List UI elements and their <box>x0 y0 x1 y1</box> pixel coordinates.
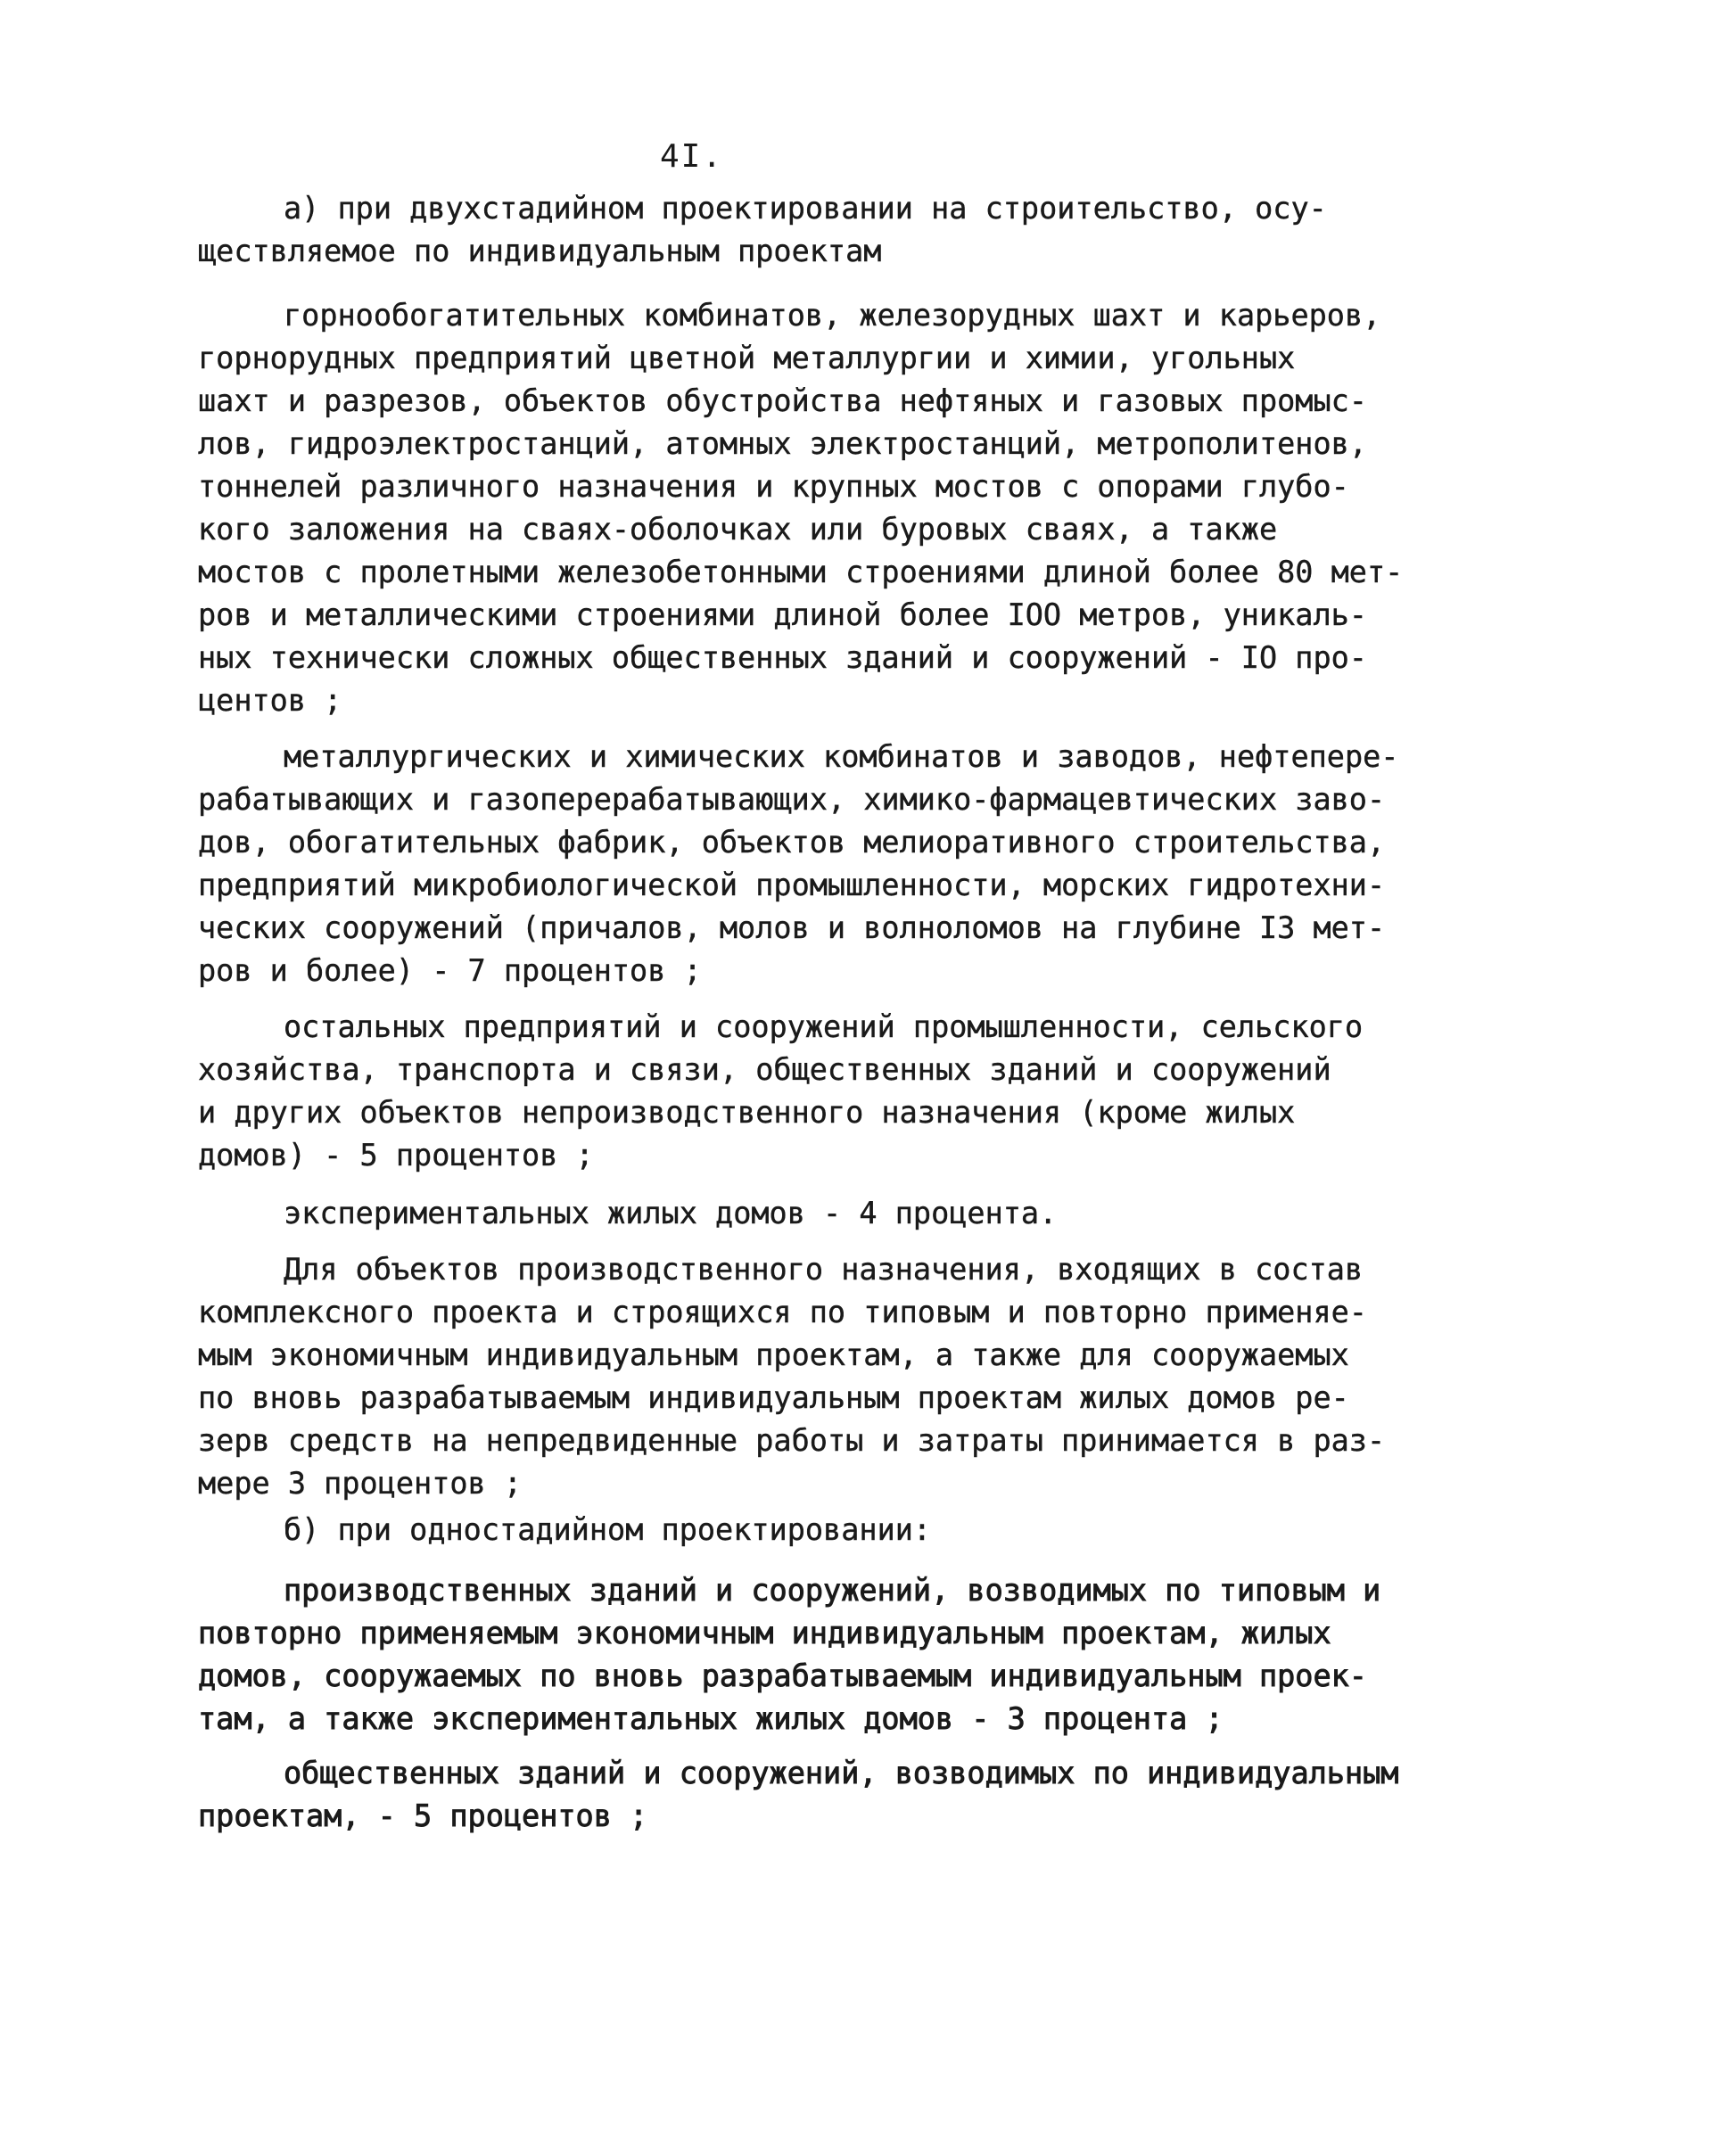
text-line: проектам, - 5 процентов ; <box>198 1798 648 1833</box>
paragraph-item-a <box>198 187 1393 273</box>
text-line: ческих сооружений (причалов, молов и волноломов на глубине I3 мет- <box>198 910 1386 945</box>
text-line: тоннелей различного назначения и крупных мостов с опорами глубо- <box>198 469 1349 504</box>
text-line: б) при одностадийном проектировании: <box>284 1512 932 1547</box>
text-line: мым экономичным индивидуальным проектам, а также для сооружаемых <box>198 1337 1349 1372</box>
paragraph-group-5-percent <box>198 1006 1393 1177</box>
paragraph-reserve-note <box>198 1248 1393 1505</box>
text-line: остальных предприятий и сооружений промышленности, сельского <box>284 1009 1364 1044</box>
page-number: 4I. <box>660 138 724 175</box>
text-line: а) при двухстадийном проектировании на строительство, осу- <box>284 191 1327 226</box>
text-line: рабатывающих и газоперерабатывающих, химико-фармацевтических заво- <box>198 782 1386 817</box>
text-line: там, а также экспериментальных жилых домов - 3 процента ; <box>198 1701 1224 1736</box>
paragraph-group-4-percent <box>198 1192 1393 1235</box>
text-line: повторно применяемым экономичным индивидуальным проектам, жилых <box>198 1616 1331 1650</box>
paragraph-group-10-percent <box>198 294 1404 722</box>
text-line: зерв средств на непредвиденные работы и затраты принимается в раз- <box>198 1423 1386 1458</box>
text-line: комплексного проекта и строящихся по типовым и повторно применяе- <box>198 1295 1367 1329</box>
text-line: общественных зданий и сооружений, возводимых по индивидуальным <box>284 1756 1399 1790</box>
text-line: шахт и разрезов, объектов обустройства нефтяных и газовых промыс- <box>198 383 1367 418</box>
text-line: ров и металлическими строениями длиной более IOO метров, уникаль- <box>198 597 1367 632</box>
text-line: лов, гидроэлектростанций, атомных электростанций, метрополитенов, <box>198 426 1367 461</box>
text-line: и других объектов непроизводственного назначения (кроме жилых <box>198 1095 1296 1130</box>
text-line: ров и более) - 7 процентов ; <box>198 953 702 988</box>
text-line: домов, сооружаемых по вновь разрабатываемым индивидуальным проек- <box>198 1658 1367 1693</box>
text-line: экспериментальных жилых домов - 4 процента. <box>284 1196 1058 1230</box>
text-line: кого заложения на сваях-оболочках или буровых сваях, а также <box>198 512 1278 547</box>
text-line: домов) - 5 процентов ; <box>198 1138 594 1173</box>
paragraph-group-3-percent <box>198 1569 1393 1740</box>
paragraph-group-7-percent <box>198 736 1399 992</box>
text-line: ных технически сложных общественных зданий и сооружений - IO про- <box>198 640 1367 675</box>
paragraph-item-b <box>198 1509 1393 1551</box>
text-line: мостов с пролетными железобетонными строениями длиной более 80 мет- <box>198 555 1404 589</box>
text-line: ществляемое по индивидуальным проектам <box>198 234 882 268</box>
text-line: хозяйства, транспорта и связи, общественных зданий и сооружений <box>198 1052 1331 1087</box>
text-line: дов, обогатительных фабрик, объектов мелиоративного строительства, <box>198 825 1386 860</box>
text-line: металлургических и химических комбинатов и заводов, нефтепере- <box>284 739 1399 774</box>
text-line: по вновь разрабатываемым индивидуальным проектам жилых домов ре- <box>198 1380 1349 1415</box>
text-line: горнорудных предприятий цветной металлургии и химии, угольных <box>198 341 1296 375</box>
text-line: центов ; <box>198 683 342 718</box>
text-line: горнообогатительных комбинатов, железорудных шахт и карьеров, <box>284 298 1381 333</box>
paragraph-group-5-percent-single-stage <box>198 1752 1399 1838</box>
text-line: предприятий микробиологической промышленности, морских гидротехни- <box>198 868 1386 902</box>
text-line: Для объектов производственного назначения, входящих в состав <box>284 1252 1364 1287</box>
text-line: производственных зданий и сооружений, возводимых по типовым и <box>284 1573 1381 1608</box>
text-line: мере 3 процентов ; <box>198 1466 523 1501</box>
